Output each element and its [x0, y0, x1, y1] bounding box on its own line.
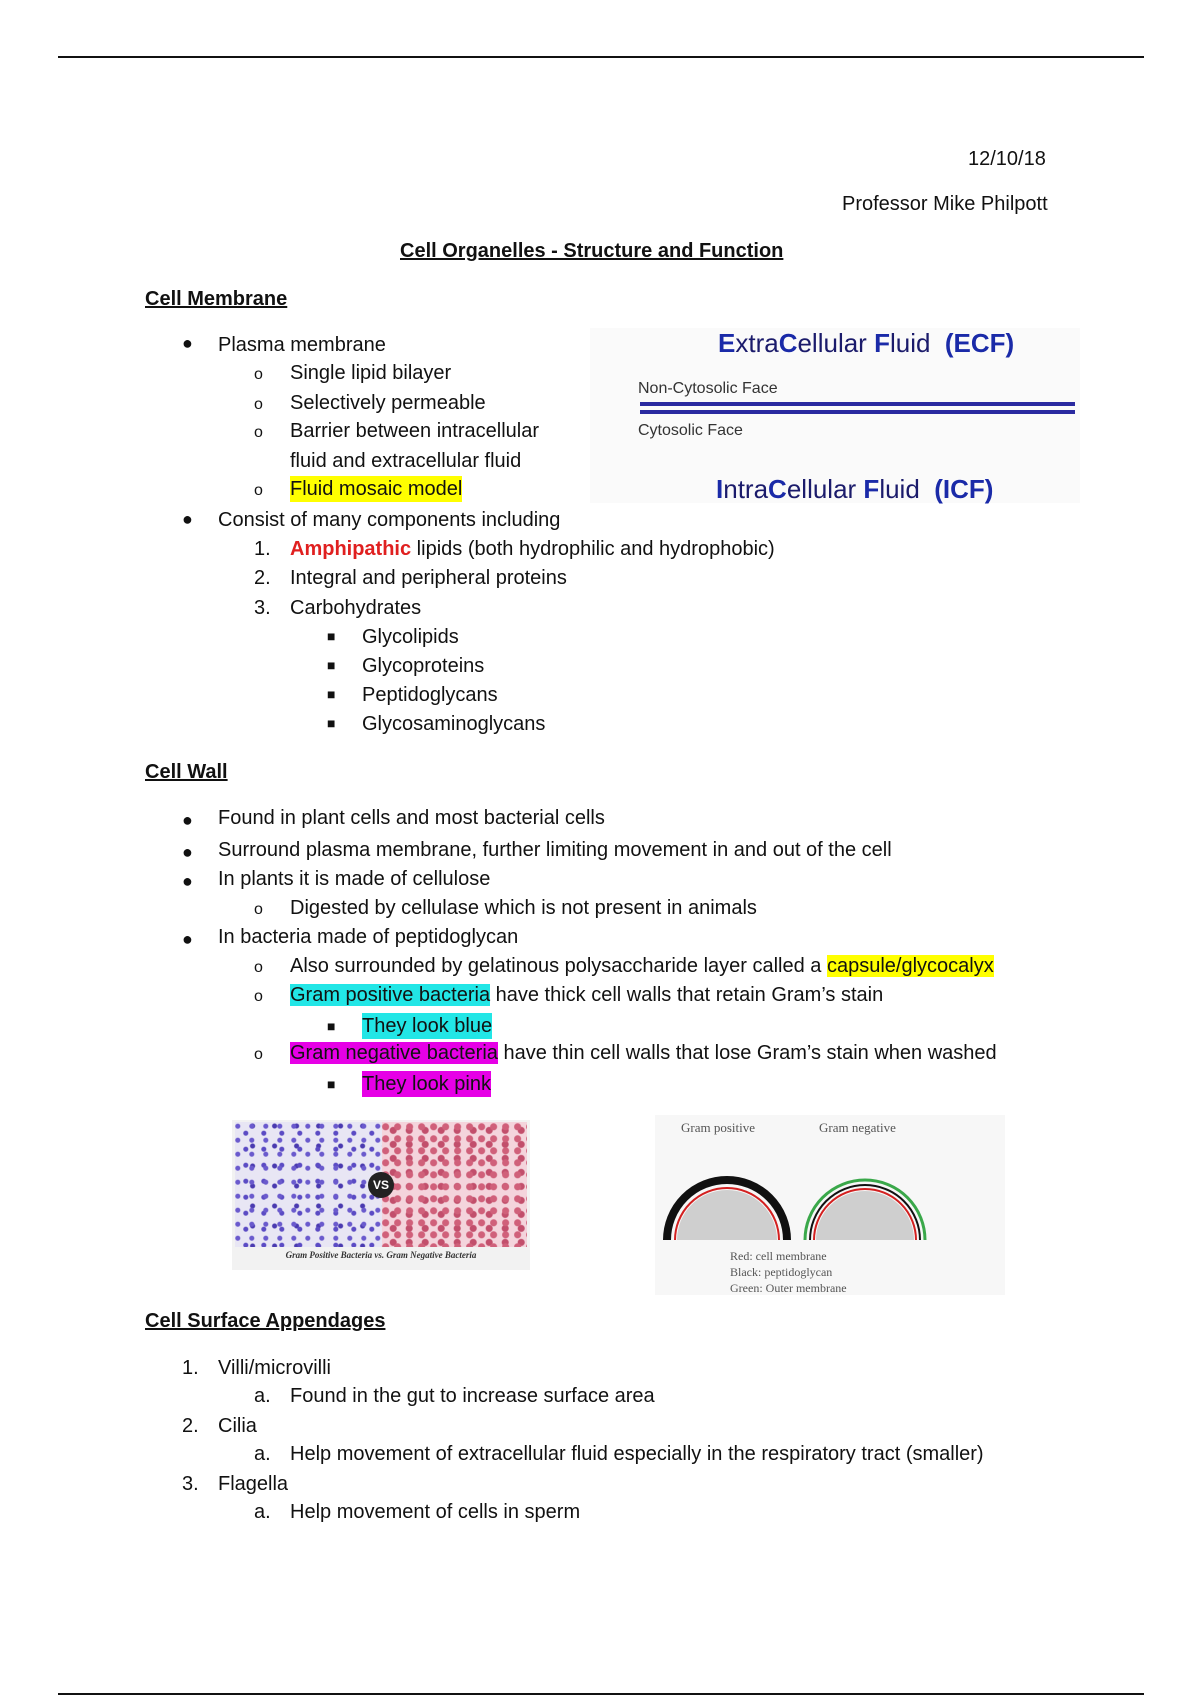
barrier-line-1: Barrier between intracellular — [290, 420, 540, 442]
gram-negative-line — [290, 1040, 997, 1066]
list-number: 1. — [182, 1357, 199, 1379]
they-look-blue: They look blue — [362, 1015, 493, 1037]
list-number: 1. — [254, 538, 271, 560]
cell-wall-b1: Found in plant cells and most bacterial cells — [218, 807, 605, 829]
flagella: Flagella — [218, 1473, 289, 1495]
gram-positive-text: have thick cell walls that retain Gram’s stain — [490, 984, 884, 1006]
sub-bullet: o — [254, 959, 263, 976]
sub-bullet: o — [254, 482, 263, 499]
page-title: Cell Organelles - Structure and Function — [400, 240, 784, 262]
date: 12/10/18 — [968, 148, 1046, 170]
square-bullet: ■ — [327, 686, 336, 702]
professor: Professor Mike Philpott — [842, 193, 1048, 215]
sub-bullet: o — [254, 424, 263, 441]
cytosolic-face: Cytosolic Face — [638, 422, 743, 439]
list-letter: a. — [254, 1443, 271, 1465]
sub-bullet: o — [254, 901, 263, 918]
bullet-dot: ● — [182, 509, 193, 529]
top-rule — [58, 56, 1144, 58]
they-look-pink: They look pink — [362, 1073, 491, 1095]
list-number: 2. — [182, 1415, 199, 1437]
membrane-line-bottom — [640, 410, 1075, 414]
list-number: 3. — [182, 1473, 199, 1495]
gram-negative-wall — [805, 1180, 925, 1240]
gram-negative-stain-image — [382, 1122, 527, 1247]
bottom-rule — [58, 1693, 1144, 1695]
ecf-label: ExtraCellular Fluid (ECF) — [718, 328, 1015, 358]
membrane-diagram — [590, 328, 1080, 503]
cell-wall-b2: Surround plasma membrane, further limiting movement in and out of the cell — [218, 839, 892, 861]
sub-bullet: o — [254, 1046, 263, 1063]
amphipathic-term: Amphipathic — [290, 538, 412, 560]
list-number: 3. — [254, 597, 271, 619]
carbohydrates: Carbohydrates — [290, 597, 422, 619]
legend-black: Black: peptidoglycan — [730, 1265, 833, 1279]
membrane-line-top — [640, 402, 1075, 406]
cell-wall-b3-sub: Digested by cellulase which is not present in animals — [290, 897, 757, 919]
square-bullet: ■ — [327, 657, 336, 673]
sub-bullet: o — [254, 366, 263, 383]
villi-detail: Found in the gut to increase surface area — [290, 1385, 655, 1407]
list-number: 2. — [254, 567, 271, 589]
bullet-dot: ● — [182, 333, 193, 353]
gram-positive-highlight: Gram positive bacteria — [290, 984, 491, 1006]
square-bullet: ■ — [327, 628, 336, 644]
gram-wall-diagram — [655, 1115, 1005, 1295]
gram-negative-highlight: Gram negative bacteria — [290, 1042, 498, 1064]
legend-red: Red: cell membrane — [730, 1249, 827, 1263]
square-bullet: ■ — [327, 1018, 336, 1034]
photo-caption: Gram Positive Bacteria vs. Gram Negative Bacteria — [285, 1250, 477, 1260]
carb-item: Glycolipids — [362, 626, 459, 648]
section-heading-cell-membrane: Cell Membrane — [145, 288, 288, 310]
single-lipid-bilayer: Single lipid bilayer — [290, 362, 452, 384]
gram-negative-label: Gram negative — [819, 1120, 896, 1135]
legend-green: Green: Outer membrane — [730, 1281, 847, 1295]
vs-badge: VS — [368, 1172, 394, 1198]
square-bullet: ■ — [327, 715, 336, 731]
gram-positive-stain-image — [235, 1122, 382, 1247]
icf-label: IntraCellular Fluid (ICF) — [716, 474, 994, 504]
capsule-line — [290, 953, 994, 979]
cell-wall-b4: In bacteria made of peptidoglycan — [218, 926, 519, 948]
capsule-text: Also surrounded by gelatinous polysaccharide layer called a — [290, 955, 827, 977]
section-heading-cell-wall: Cell Wall — [145, 761, 228, 783]
villi: Villi/microvilli — [218, 1357, 331, 1379]
selectively-permeable: Selectively permeable — [290, 392, 486, 414]
plasma-membrane: Plasma membrane — [218, 334, 386, 356]
bullet-dot: ● — [182, 871, 193, 891]
gram-positive-line — [290, 982, 883, 1008]
non-cytosolic-face: Non-Cytosolic Face — [638, 380, 778, 397]
barrier-line-2: fluid and extracellular fluid — [290, 450, 522, 472]
carb-item: Glycoproteins — [362, 655, 485, 677]
fluid-mosaic-model: Fluid mosaic model — [290, 478, 463, 500]
carb-item: Peptidoglycans — [362, 684, 498, 706]
gram-positive-label: Gram positive — [681, 1120, 756, 1135]
sub-bullet: o — [254, 396, 263, 413]
integral-proteins: Integral and peripheral proteins — [290, 567, 567, 589]
amphipathic-rest: lipids (both hydrophilic and hydrophobic) — [411, 538, 775, 560]
carb-item: Glycosaminoglycans — [362, 713, 546, 735]
bullet-dot: ● — [182, 929, 193, 949]
cytoplasm-fill — [816, 1191, 914, 1240]
amphipathic-lipids — [290, 536, 775, 562]
cilia-detail: Help movement of extracellular fluid especially in the respiratory tract (smaller) — [290, 1443, 984, 1465]
list-letter: a. — [254, 1501, 271, 1523]
bullet-dot: ● — [182, 810, 193, 830]
bullet-dot: ● — [182, 842, 193, 862]
list-letter: a. — [254, 1385, 271, 1407]
cell-wall-b3: In plants it is made of cellulose — [218, 868, 491, 890]
flagella-detail: Help movement of cells in sperm — [290, 1501, 581, 1523]
section-heading-appendages: Cell Surface Appendages — [145, 1310, 386, 1332]
gram-wall-arcs — [655, 1135, 1005, 1245]
cytoplasm-fill — [677, 1190, 777, 1240]
sub-bullet: o — [254, 988, 263, 1005]
consist-of-components: Consist of many components including — [218, 509, 561, 531]
gram-negative-text: have thin cell walls that lose Gram’s stain when washed — [497, 1042, 997, 1064]
capsule-highlight: capsule/glycocalyx — [826, 955, 994, 977]
cilia: Cilia — [218, 1415, 257, 1437]
gram-stain-photo — [232, 1120, 530, 1270]
square-bullet: ■ — [327, 1076, 336, 1092]
gram-positive-wall — [667, 1180, 787, 1240]
